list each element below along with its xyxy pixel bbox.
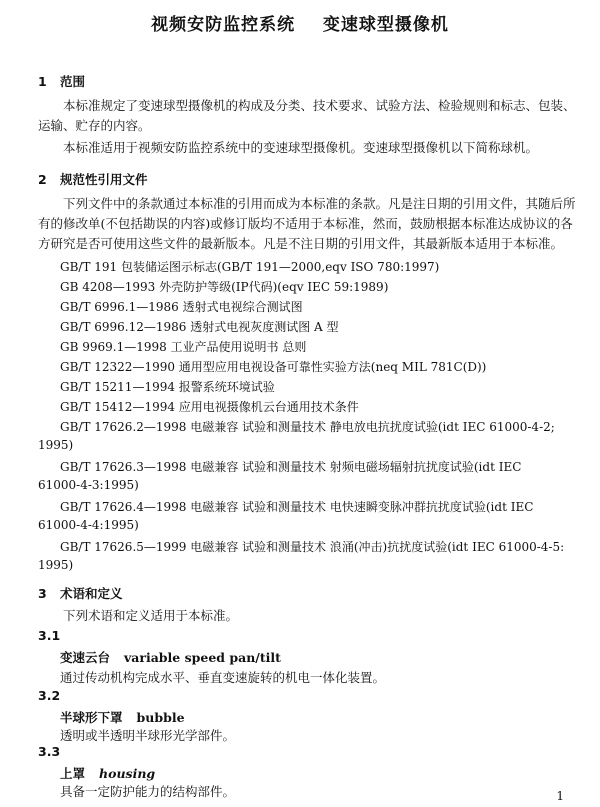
reference-item: GB/T 6996.12—1986 透射式电视灰度测试图 A 型	[60, 320, 339, 334]
reference-item: GB/T 191 包装储运图示标志(GB/T 191—2000,eqv ISO 780:1997)	[60, 260, 440, 274]
term-definition: 透明或半透明半球形光学部件。	[60, 728, 236, 743]
term-english: variable speed pan/tilt	[124, 650, 281, 665]
term-entry	[60, 648, 281, 666]
page-number: 1	[556, 789, 564, 803]
reference-item-continuation: 1995)	[38, 438, 74, 452]
term-entry	[60, 708, 185, 726]
reference-item-wrapped: GB/T 17626.5—1999 电磁兼容 试验和测量技术 浪涌(冲击)抗扰度试验(idt IEC 61000-4-5:	[60, 540, 565, 554]
term-chinese: 半球形下罩	[60, 710, 123, 725]
clause-number: 3.3	[38, 744, 61, 759]
reference-item-continuation: 1995)	[38, 558, 74, 572]
term-definition: 通过传动机构完成水平、垂直变速旋转的机电一体化装置。	[60, 670, 386, 685]
section-1-paragraph-1: 本标准规定了变速球型摄像机的构成及分类、技术要求、试验方法、检验规则和标志、包装、运输、贮存的内容。	[38, 98, 576, 133]
clause-number: 3.1	[38, 628, 61, 643]
term-definition: 具备一定防护能力的结构部件。	[60, 784, 236, 799]
reference-item-wrapped: GB/T 17626.3—1998 电磁兼容 试验和测量技术 射频电磁场辐射抗扰度试验(idt IEC	[60, 460, 522, 474]
term-entry	[60, 764, 155, 782]
section-2-number: 2	[38, 172, 47, 187]
reference-item: GB 9969.1—1998 工业产品使用说明书 总则	[60, 340, 307, 354]
section-1-heading	[38, 72, 85, 90]
reference-item-wrapped: GB/T 17626.4—1998 电磁兼容 试验和测量技术 电快速瞬变脉冲群抗扰度试验(idt IEC	[60, 500, 534, 514]
section-3-title: 术语和定义	[60, 586, 123, 601]
section-2-heading	[38, 170, 148, 188]
section-3-paragraph: 下列术语和定义适用于本标准。	[63, 608, 239, 623]
reference-item: GB/T 15412—1994 应用电视摄像机云台通用技术条件	[60, 400, 359, 414]
section-2-title: 规范性引用文件	[60, 172, 148, 187]
reference-item: GB 4208—1993 外壳防护等级(IP代码)(eqv IEC 59:1989)	[60, 280, 389, 294]
reference-item-continuation: 61000-4-4:1995)	[38, 518, 139, 532]
section-3-heading	[38, 584, 123, 602]
document-title: 视频安防监控系统 变速球型摄像机	[151, 15, 449, 35]
term-english: housing	[99, 766, 156, 781]
section-2-paragraph: 下列文件中的条款通过本标准的引用而成为本标准的条款。凡是注日期的引用文件，其随后所有的修改单(不包括勘误的内容)或修订版均不适用于本标准，然而，鼓励根据本标准达成协议的各方研究是否可使用这些文件的最新版本。凡是不注日期的引用文件，其最新版本适用于本标准。	[38, 196, 576, 251]
section-3-number: 3	[38, 586, 47, 601]
reference-item: GB/T 6996.1—1986 透射式电视综合测试图	[60, 300, 303, 314]
term-english: bubble	[136, 710, 185, 725]
reference-item-wrapped: GB/T 17626.2—1998 电磁兼容 试验和测量技术 静电放电抗扰度试验(idt IEC 61000-4-2;	[60, 420, 555, 434]
term-chinese: 变速云台	[60, 650, 111, 665]
section-1-title: 范围	[60, 74, 86, 89]
section-1-paragraph-2: 本标准适用于视频安防监控系统中的变速球型摄像机。变速球型摄像机以下简称球机。	[63, 140, 539, 155]
reference-item: GB/T 15211—1994 报警系统环境试验	[60, 380, 275, 394]
term-chinese: 上罩	[60, 766, 86, 781]
clause-number: 3.2	[38, 688, 61, 703]
reference-item-continuation: 61000-4-3:1995)	[38, 478, 139, 492]
section-1-number: 1	[38, 74, 47, 89]
reference-item: GB/T 12322—1990 通用型应用电视设备可靠性实验方法(neq MIL 781C(D))	[60, 360, 487, 374]
